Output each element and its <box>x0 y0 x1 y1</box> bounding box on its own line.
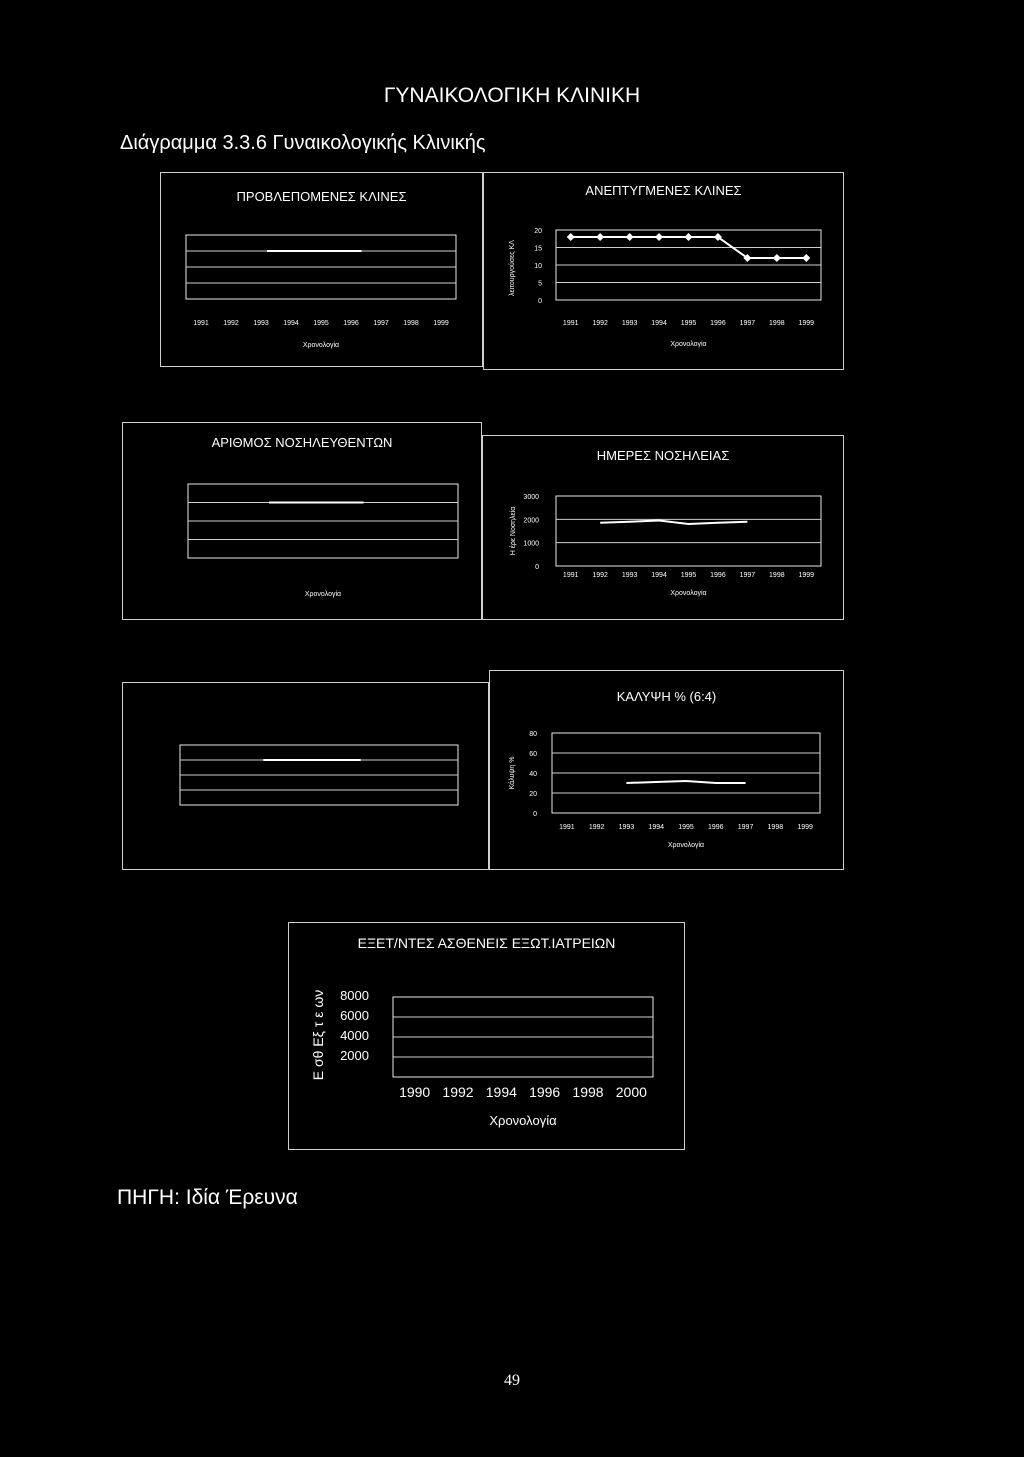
chart-svg-hospital-days <box>483 436 845 621</box>
x-tick-label: 1994 <box>648 824 665 831</box>
y-tick-label: 5 <box>538 280 542 288</box>
x-tick-label: 1996 <box>710 572 726 579</box>
x-tick-label: 1996 <box>707 824 724 831</box>
y-tick-label: 0 <box>538 298 542 305</box>
y-tick-label: 20 <box>529 791 537 798</box>
chart-panel-coverage <box>489 670 844 870</box>
plot-area <box>556 496 821 566</box>
chart-title: ΗΜΕΡΕΣ ΝΟΣΗΛΕΙΑΣ <box>596 448 730 463</box>
x-tick-label: 1998 <box>767 824 784 831</box>
x-tick-label: 1991 <box>559 824 575 831</box>
chart-panel-planned-beds <box>160 172 483 367</box>
x-tick-label: 1994 <box>651 320 667 327</box>
x-tick-label: 1992 <box>592 320 608 327</box>
x-tick-label: 1993 <box>621 320 638 327</box>
x-tick-label: 1995 <box>678 824 694 831</box>
x-tick-label: 1995 <box>313 320 329 327</box>
y-tick-label: 10 <box>534 263 542 270</box>
page-number: 49 <box>504 1372 520 1389</box>
x-tick-label: 1997 <box>739 572 756 579</box>
chart-panel-outpatients <box>288 922 685 1150</box>
chart-title: ΚΑΛΥΨΗ % (6:4) <box>616 689 717 704</box>
chart-title: ΕΞΕΤ/ΝΤΕΣ ΑΣΘΕΝΕΙΣ ΕΞΩΤ.ΙΑΤΡΕΙΩΝ <box>357 935 616 951</box>
x-tick-label: 1998 <box>769 572 785 579</box>
chart-title: ΑΡΙΘΜΟΣ ΝΟΣΗΛΕΥΘΕΝΤΩΝ <box>211 435 393 450</box>
y-axis-title: Η έρε Νοσηλεία <box>510 506 517 556</box>
y-tick-label: 2000 <box>340 1048 369 1063</box>
x-tick-label: 1995 <box>680 572 697 579</box>
chart-title: ΠΡΟΒΛΕΠΟΜΕΝΕΣ ΚΛΙΝΕΣ <box>236 189 407 204</box>
x-tick-label: 1993 <box>618 824 635 831</box>
x-tick-label: 1997 <box>737 824 754 831</box>
y-tick-label: 20 <box>534 228 542 235</box>
chart-svg-developed-beds <box>484 173 845 371</box>
x-tick-label: 1998 <box>572 1084 604 1100</box>
x-tick-label: 1990 <box>399 1084 431 1100</box>
source-note: ΠΗΓΗ: Ιδία Έρευνα <box>117 1186 298 1209</box>
series-line <box>600 521 747 525</box>
x-tick-label: 1997 <box>739 320 756 327</box>
y-tick-label: 1000 <box>523 540 539 548</box>
data-point <box>655 233 663 241</box>
x-tick-label: 1998 <box>403 320 419 327</box>
x-tick-label: 1999 <box>798 572 815 579</box>
x-tick-label: 1993 <box>621 572 638 579</box>
y-axis-title: Ε σθ Εξ τ ε ων <box>310 989 326 1081</box>
x-tick-label: 1992 <box>223 320 239 327</box>
x-tick-label: 1999 <box>433 320 449 327</box>
x-tick-label: 1997 <box>373 320 389 327</box>
y-tick-label: 0 <box>533 811 537 818</box>
data-point <box>773 254 781 262</box>
chart-title: ΑΝΕΠΤΥΓΜΕΝΕΣ ΚΛΙΝΕΣ <box>585 183 742 198</box>
y-tick-label: 4000 <box>340 1028 369 1043</box>
x-tick-label: 1991 <box>562 572 579 579</box>
chart-panel-developed-beds <box>483 172 844 370</box>
x-tick-label: 1992 <box>592 572 608 579</box>
chart-svg-outpatients <box>289 923 686 1151</box>
chart-panel-hospital-days <box>482 435 844 620</box>
y-tick-label: 2000 <box>523 517 539 525</box>
x-tick-label: 1994 <box>283 320 299 327</box>
x-tick-label: 1999 <box>797 824 813 831</box>
x-tick-label: 1991 <box>562 320 579 327</box>
chart-panel-coverage-blank <box>122 682 489 870</box>
chart-svg-coverage <box>490 671 845 871</box>
y-tick-label: 8000 <box>340 988 369 1003</box>
x-tick-label: 1992 <box>588 824 605 831</box>
x-tick-label: 1994 <box>485 1084 517 1100</box>
y-tick-label: 6000 <box>340 1008 369 1023</box>
x-axis-title: Χρονολογία <box>670 590 707 597</box>
chart-svg-planned-beds <box>161 173 484 368</box>
x-tick-label: 1992 <box>442 1084 474 1100</box>
x-axis-title: Χρονολογία <box>489 1113 557 1128</box>
x-axis-title: Χρονολογία <box>302 342 340 349</box>
chart-svg-patients-count <box>123 423 483 621</box>
x-tick-label: 1996 <box>343 320 359 327</box>
x-tick-label: 1993 <box>253 320 269 327</box>
chart-panel-patients-count <box>122 422 482 620</box>
chart-svg-coverage-blank <box>123 683 490 871</box>
x-tick-label: 1994 <box>651 572 667 579</box>
page-title: ΓΥΝΑΙΚΟΛΟΓΙΚΗ ΚΛΙΝΙΚΗ <box>383 84 641 107</box>
series-line <box>626 781 745 783</box>
x-tick-label: 1996 <box>529 1084 561 1100</box>
x-tick-label: 1995 <box>680 320 697 327</box>
x-axis-title: Χρονολογία <box>667 842 705 849</box>
data-point <box>685 233 693 241</box>
data-point <box>596 233 604 241</box>
y-tick-label: 60 <box>529 751 537 758</box>
x-tick-label: 1996 <box>710 320 726 327</box>
y-tick-label: 0 <box>535 564 539 571</box>
x-tick-label: 1991 <box>193 320 209 327</box>
x-axis-title: Χρονολογία <box>670 341 707 348</box>
diagram-caption: Διάγραμμα 3.3.6 Γυναικολογικής Κλινικής <box>120 132 486 154</box>
y-axis-title: λειτουργούσες ΚΛ <box>509 240 516 296</box>
y-tick-label: 40 <box>529 771 537 778</box>
x-tick-label: 1998 <box>769 320 785 327</box>
y-tick-label: 3000 <box>523 494 539 501</box>
x-tick-label: 2000 <box>615 1084 647 1100</box>
x-axis-title: Χρονολογία <box>304 591 342 598</box>
data-point <box>626 233 634 241</box>
data-point <box>802 254 810 262</box>
y-tick-label: 15 <box>534 245 542 253</box>
y-axis-title: Κάλυψη % <box>509 756 516 790</box>
x-tick-label: 1999 <box>798 320 815 327</box>
data-point <box>567 233 575 241</box>
y-tick-label: 80 <box>529 731 537 738</box>
